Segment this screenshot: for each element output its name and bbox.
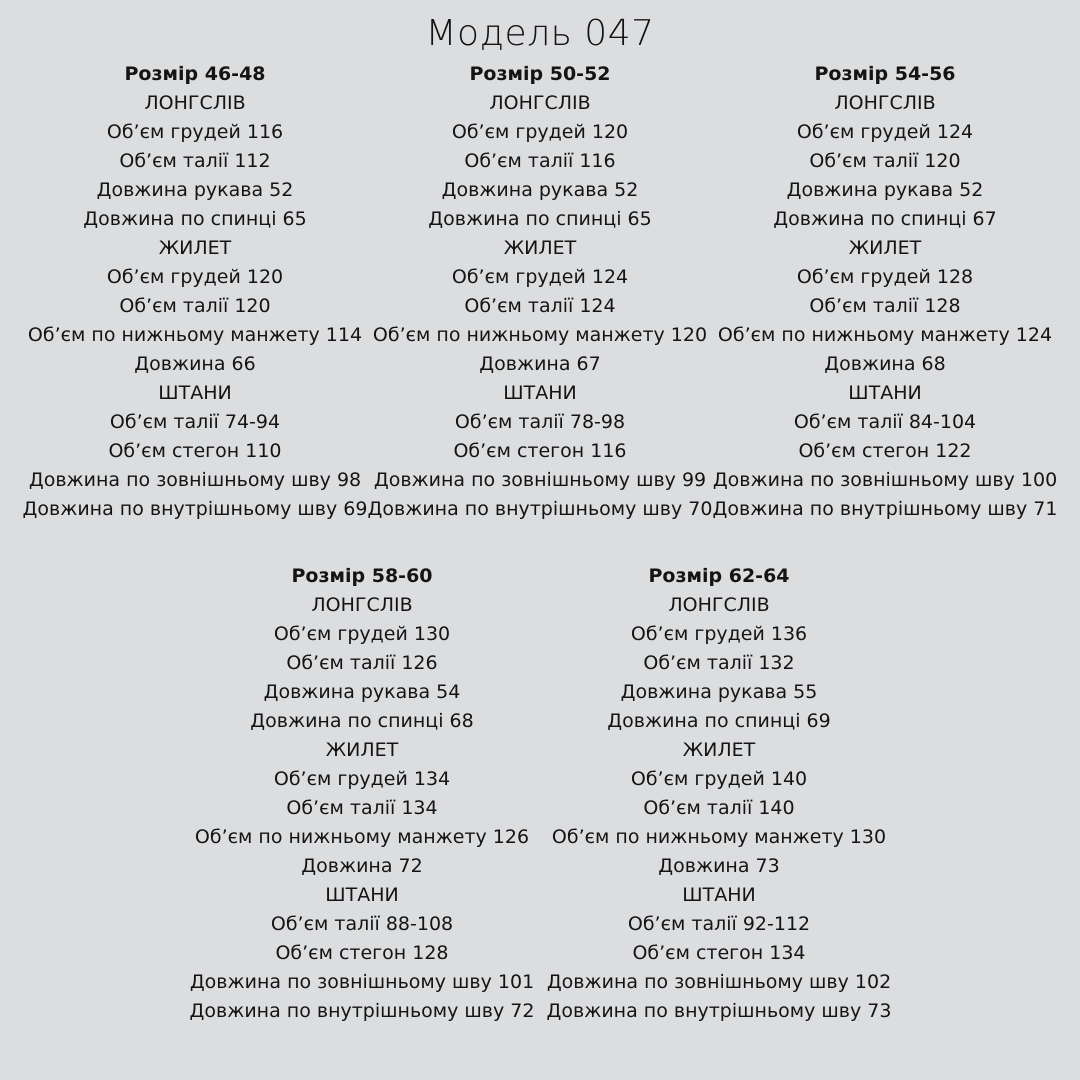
- longsleeve-label: ЛОНГСЛІВ: [489, 92, 591, 114]
- longsleeve-label: ЛОНГСЛІВ: [668, 594, 770, 616]
- vest-label: ЖИЛЕТ: [503, 237, 577, 259]
- longsleeve-back-length: Довжина по спинці 65: [428, 208, 652, 230]
- size-heading: Розмір 62-64: [648, 565, 790, 587]
- vest-chest: Об’єм грудей 140: [630, 768, 808, 790]
- pants-outer-seam: Довжина по зовнішньому шву 101: [189, 971, 535, 993]
- pants-hips: Об’єм стегон 110: [108, 440, 282, 462]
- pants-label: ШТАНИ: [848, 382, 922, 404]
- vest-bottom-cuff: Об’єм по нижньому манжету 120: [372, 324, 708, 346]
- pants-label: ШТАНИ: [682, 884, 756, 906]
- pants-outer-seam: Довжина по зовнішньому шву 99: [373, 469, 707, 491]
- pants-inner-seam: Довжина по внутрішньому шву 69: [22, 498, 368, 520]
- page-title: Модель 047: [425, 13, 655, 54]
- longsleeve-back-length: Довжина по спинці 67: [773, 208, 997, 230]
- pants-inner-seam: Довжина по внутрішньому шву 73: [546, 1000, 892, 1022]
- pants-hips: Об’єм стегон 116: [453, 440, 627, 462]
- pants-waist: Об’єм талії 74-94: [109, 411, 281, 433]
- longsleeve-waist: Об’єм талії 132: [643, 652, 795, 674]
- vest-label: ЖИЛЕТ: [682, 739, 756, 761]
- size-column-46-48: [20, 60, 370, 524]
- pants-waist: Об’єм талії 78-98: [454, 411, 626, 433]
- size-column-50-52: [365, 60, 715, 524]
- longsleeve-chest: Об’єм грудей 136: [630, 623, 808, 645]
- vest-length: Довжина 66: [134, 353, 256, 375]
- longsleeve-waist: Об’єм талії 120: [809, 150, 961, 172]
- pants-inner-seam: Довжина по внутрішньому шву 70: [367, 498, 713, 520]
- longsleeve-chest: Об’єм грудей 130: [273, 623, 451, 645]
- longsleeve-sleeve-length: Довжина рукава 52: [96, 179, 294, 201]
- pants-outer-seam: Довжина по зовнішньому шву 98: [28, 469, 362, 491]
- size-heading: Розмір 54-56: [814, 63, 956, 85]
- vest-waist: Об’єм талії 124: [464, 295, 616, 317]
- pants-label: ШТАНИ: [158, 382, 232, 404]
- longsleeve-waist: Об’єм талії 126: [286, 652, 438, 674]
- longsleeve-waist: Об’єм талії 112: [119, 150, 271, 172]
- vest-length: Довжина 73: [658, 855, 780, 877]
- vest-length: Довжина 67: [479, 353, 601, 375]
- vest-chest: Об’єм грудей 120: [106, 266, 284, 288]
- longsleeve-label: ЛОНГСЛІВ: [144, 92, 246, 114]
- vest-waist: Об’єм талії 120: [119, 295, 271, 317]
- vest-length: Довжина 72: [301, 855, 423, 877]
- pants-outer-seam: Довжина по зовнішньому шву 102: [546, 971, 892, 993]
- vest-bottom-cuff: Об’єм по нижньому манжету 130: [551, 826, 887, 848]
- longsleeve-sleeve-length: Довжина рукава 52: [441, 179, 639, 201]
- longsleeve-chest: Об’єм грудей 124: [796, 121, 974, 143]
- pants-waist: Об’єм талії 84-104: [793, 411, 977, 433]
- pants-inner-seam: Довжина по внутрішньому шву 72: [189, 1000, 535, 1022]
- vest-waist: Об’єм талії 128: [809, 295, 961, 317]
- pants-hips: Об’єм стегон 122: [798, 440, 972, 462]
- size-column-62-64: [544, 562, 894, 1026]
- longsleeve-back-length: Довжина по спинці 68: [250, 710, 474, 732]
- size-heading: Розмір 50-52: [469, 63, 611, 85]
- size-heading: Розмір 46-48: [124, 63, 266, 85]
- vest-label: ЖИЛЕТ: [848, 237, 922, 259]
- longsleeve-sleeve-length: Довжина рукава 52: [786, 179, 984, 201]
- size-column-58-60: [187, 562, 537, 1026]
- longsleeve-back-length: Довжина по спинці 69: [607, 710, 831, 732]
- pants-outer-seam: Довжина по зовнішньому шву 100: [712, 469, 1058, 491]
- size-heading: Розмір 58-60: [291, 565, 433, 587]
- longsleeve-label: ЛОНГСЛІВ: [311, 594, 413, 616]
- vest-waist: Об’єм талії 140: [643, 797, 795, 819]
- pants-inner-seam: Довжина по внутрішньому шву 71: [712, 498, 1058, 520]
- pants-waist: Об’єм талії 92-112: [627, 913, 811, 935]
- vest-length: Довжина 68: [824, 353, 946, 375]
- longsleeve-sleeve-length: Довжина рукава 55: [620, 681, 818, 703]
- vest-bottom-cuff: Об’єм по нижньому манжету 124: [717, 324, 1053, 346]
- longsleeve-waist: Об’єм талії 116: [464, 150, 616, 172]
- longsleeve-sleeve-length: Довжина рукава 54: [263, 681, 461, 703]
- vest-waist: Об’єм талії 134: [286, 797, 438, 819]
- pants-waist: Об’єм талії 88-108: [270, 913, 454, 935]
- vest-chest: Об’єм грудей 134: [273, 768, 451, 790]
- pants-hips: Об’єм стегон 134: [632, 942, 806, 964]
- vest-label: ЖИЛЕТ: [158, 237, 232, 259]
- longsleeve-chest: Об’єм грудей 116: [106, 121, 284, 143]
- vest-label: ЖИЛЕТ: [325, 739, 399, 761]
- pants-hips: Об’єм стегон 128: [275, 942, 449, 964]
- vest-chest: Об’єм грудей 124: [451, 266, 629, 288]
- vest-bottom-cuff: Об’єм по нижньому манжету 114: [27, 324, 363, 346]
- pants-label: ШТАНИ: [503, 382, 577, 404]
- vest-bottom-cuff: Об’єм по нижньому манжету 126: [194, 826, 530, 848]
- longsleeve-chest: Об’єм грудей 120: [451, 121, 629, 143]
- longsleeve-back-length: Довжина по спинці 65: [83, 208, 307, 230]
- longsleeve-label: ЛОНГСЛІВ: [834, 92, 936, 114]
- size-column-54-56: [710, 60, 1060, 524]
- vest-chest: Об’єм грудей 128: [796, 266, 974, 288]
- pants-label: ШТАНИ: [325, 884, 399, 906]
